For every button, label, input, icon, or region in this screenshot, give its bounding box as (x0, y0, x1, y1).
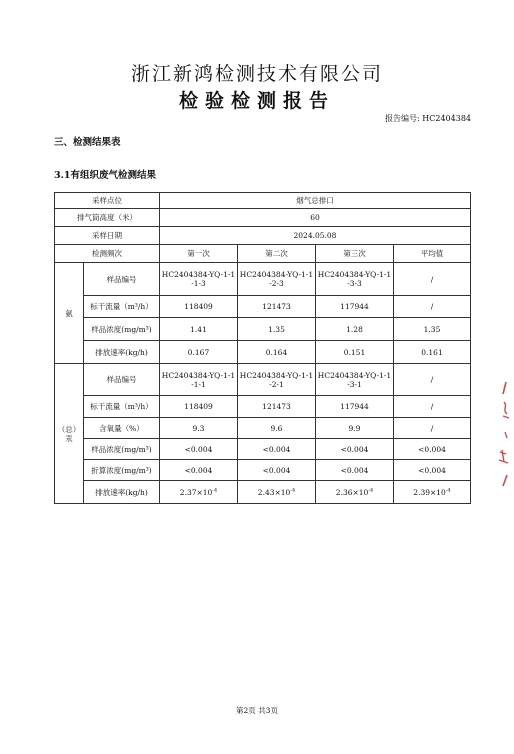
mercury-label-hg: 汞 (65, 433, 73, 443)
mercury-label-total: （总） (57, 424, 81, 434)
page-footer: 第2页 共3页 (236, 706, 278, 715)
emission-rate-cell (394, 481, 471, 504)
column-header: 第三次 (316, 245, 394, 263)
sampling-point-label: 采样点位 (55, 193, 160, 209)
rate-mantissa: 2.37×10 (179, 487, 213, 497)
table-row (55, 418, 471, 439)
table-cell: 0.151 (316, 341, 394, 364)
emission-rate-cell (238, 481, 316, 504)
emission-rate-cell (160, 481, 238, 504)
table-row (55, 318, 471, 341)
section-title: 三、检测结果表 (54, 137, 121, 148)
sampling-date-label: 采样日期 (55, 227, 160, 245)
table-cell: / (394, 263, 471, 296)
rate-exponent: -4 (212, 487, 218, 493)
sampling-date-value: 2024.05.08 (160, 227, 471, 245)
table-cell: 0.167 (160, 341, 238, 364)
table-cell: 0.164 (238, 341, 316, 364)
sample-id-cell: HC2404384-YQ-1-1-2-3 (238, 263, 316, 296)
stack-height-value: 60 (160, 209, 471, 227)
sample-id-cell: HC2404384-YQ-1-1-2-1 (238, 364, 316, 396)
table-cell: 1.35 (394, 318, 471, 341)
sampling-point-value: 烟气总排口 (160, 193, 471, 209)
column-header: 第二次 (238, 245, 316, 263)
table-cell: 118409 (160, 396, 238, 418)
table-row (55, 263, 471, 296)
table-row (55, 341, 471, 364)
table-row (55, 227, 471, 245)
row-label: 标干流量（m³/h） (84, 396, 160, 418)
table-header-row (55, 245, 471, 263)
table-cell: 118409 (160, 296, 238, 318)
table-cell: / (394, 418, 471, 439)
rate-exponent: -4 (290, 487, 296, 493)
row-label: 排放速率(kg/h) (84, 341, 160, 364)
table-cell: 9.3 (160, 418, 238, 439)
table-cell: <0.004 (316, 460, 394, 481)
table-row (55, 439, 471, 460)
table-cell: 1.35 (238, 318, 316, 341)
table-cell: <0.004 (394, 460, 471, 481)
rate-mantissa: 2.39×10 (413, 487, 446, 497)
stack-height-label: 排气筒高度（米） (55, 209, 160, 227)
table-cell: 1.41 (160, 318, 238, 341)
seal-stamp-edge (494, 380, 514, 490)
table-row (55, 209, 471, 227)
table-cell: 9.6 (238, 418, 316, 439)
emission-rate-cell (316, 481, 394, 504)
table-cell: <0.004 (238, 439, 316, 460)
sample-id-cell: HC2404384-YQ-1-1-3-3 (316, 263, 394, 296)
sample-id-cell: HC2404384-YQ-1-1-3-1 (316, 364, 394, 396)
rate-exponent: -4 (445, 487, 451, 493)
table-cell: <0.004 (238, 460, 316, 481)
column-header: 平均值 (394, 245, 471, 263)
table-row (55, 296, 471, 318)
table-cell: / (394, 296, 471, 318)
table-cell: <0.004 (394, 439, 471, 460)
table-cell: <0.004 (316, 439, 394, 460)
ammonia-group-label: 氨 (55, 263, 84, 364)
column-header: 第一次 (160, 245, 238, 263)
table-row (55, 364, 471, 396)
row-label: 含氧量（%） (84, 418, 160, 439)
report-number: 报告编号: HC2404384 (385, 114, 471, 123)
table-row (55, 460, 471, 481)
row-label: 样品浓度(mg/m³) (84, 439, 160, 460)
sample-id-cell: HC2404384-YQ-1-1-1-1 (160, 364, 238, 396)
table-cell: 121473 (238, 396, 316, 418)
rate-mantissa: 2.36×10 (335, 487, 369, 497)
report-title: 检验检测报告 (178, 90, 335, 112)
table-cell: <0.004 (160, 439, 238, 460)
rate-exponent: -4 (368, 487, 374, 493)
mercury-group-label (55, 364, 84, 504)
table-cell: 117944 (316, 396, 394, 418)
table-cell: 0.161 (394, 341, 471, 364)
table-row (55, 193, 471, 209)
table-cell: 121473 (238, 296, 316, 318)
table-cell: / (394, 364, 471, 396)
table-row (55, 396, 471, 418)
row-label: 标干流量（m³/h） (84, 296, 160, 318)
company-name: 浙江新鸿检测技术有限公司 (130, 63, 383, 85)
table-cell: 1.28 (316, 318, 394, 341)
rate-mantissa: 2.43×10 (257, 487, 291, 497)
row-label: 样品浓度(mg/m³) (84, 318, 160, 341)
subsection-title: 3.1有组织废气检测结果 (54, 170, 157, 181)
row-label: 样品编号 (84, 263, 160, 296)
table-cell: 9.9 (316, 418, 394, 439)
results-table (54, 192, 471, 504)
frequency-label: 检测频次 (55, 245, 160, 263)
table-row (55, 481, 471, 504)
table-cell: <0.004 (160, 460, 238, 481)
row-label: 排放速率(kg/h) (84, 481, 160, 504)
row-label: 样品编号 (84, 364, 160, 396)
table-cell: 117944 (316, 296, 394, 318)
row-label: 折算浓度(mg/m³) (84, 460, 160, 481)
sample-id-cell: HC2404384-YQ-1-1-1-3 (160, 263, 238, 296)
table-cell: / (394, 396, 471, 418)
